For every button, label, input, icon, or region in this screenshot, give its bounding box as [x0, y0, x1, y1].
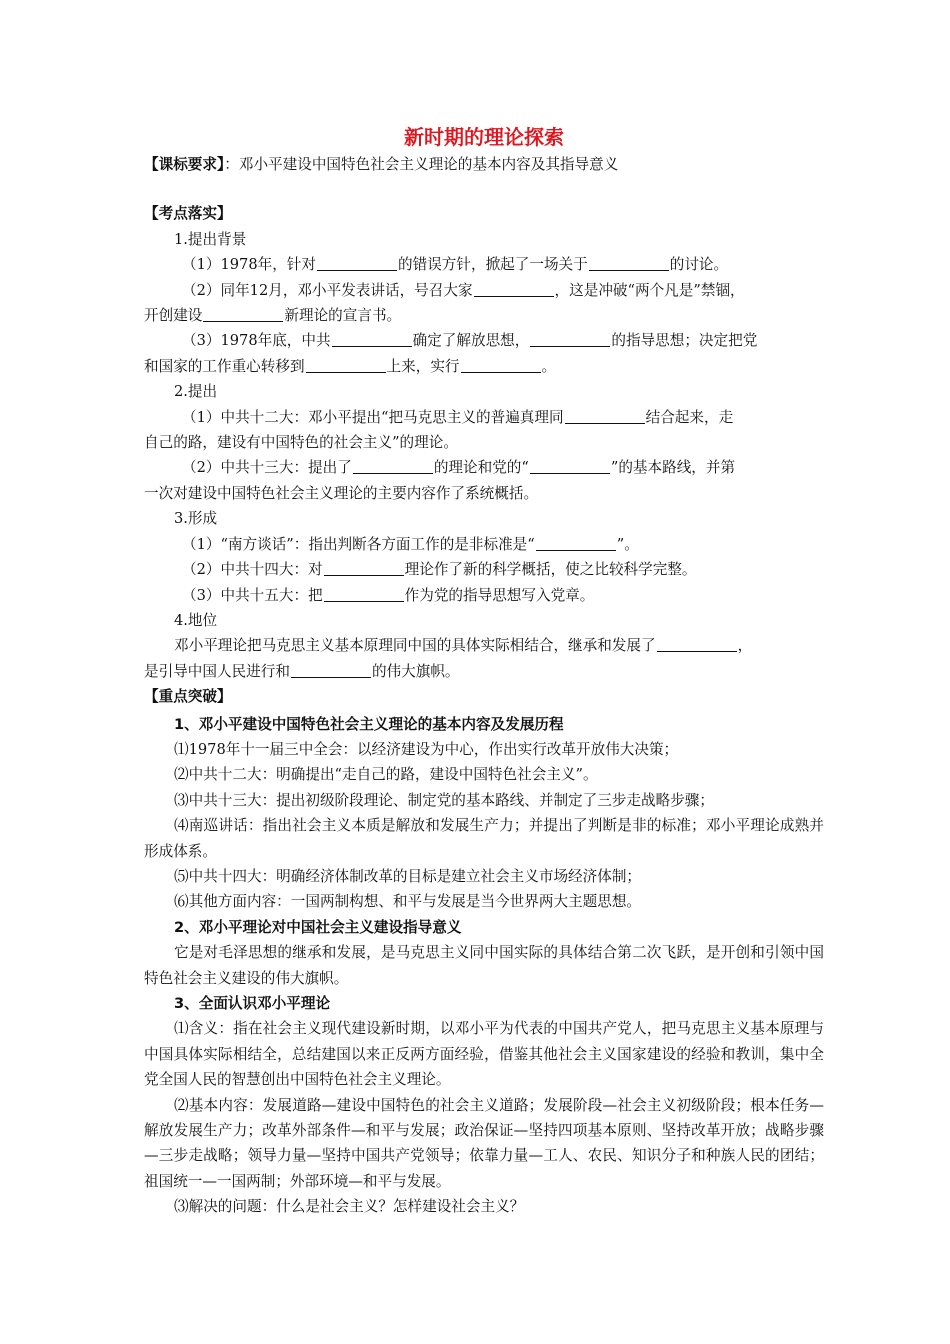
s1-item3: （3）1978年底，中共 确定了解放思想， 的指导思想；决定把党 [182, 332, 758, 350]
s3-item1: （1）“南方谈话”：指出判断各方面工作的是非标准是“ ”。 [182, 535, 639, 553]
fill-blank[interactable] [353, 459, 433, 474]
zhongdian-heading: 【重点突破】 [144, 688, 232, 706]
section-heading-2: 2、邓小平理论对中国社会主义建设指导意义 [174, 918, 462, 936]
s1-item3-cont: 和国家的工作重心转移到 上来，实行 。 [144, 357, 557, 375]
s2-item2: （2）中共十三大：提出了 的理论和党的“ ”的基本路线，并第 [182, 459, 736, 477]
s3-item3: （3）中共十五大：把 作为党的指导思想写入党章。 [182, 586, 595, 604]
s2-item2-cont: 一次对建设中国特色社会主义理论的主要内容作了系统概括。 [144, 484, 539, 502]
s1-title: 1.提出背景 [174, 230, 247, 248]
fill-blank[interactable] [203, 307, 283, 322]
kaodian-heading: 【考点落实】 [144, 205, 232, 223]
requirement-label: 【课标要求】 [144, 156, 225, 173]
s2-item1-cont: 自己的路，建设有中国特色的社会主义”的理论。 [144, 434, 458, 452]
section-heading-3: 3、全面认识邓小平理论 [174, 995, 331, 1012]
fill-blank[interactable] [332, 332, 412, 347]
requirement-line [144, 152, 824, 177]
fill-blank[interactable] [291, 663, 371, 678]
fill-blank[interactable] [530, 459, 610, 474]
point-6: ⑹其他方面内容：一国两制构想、和平与发展是当今世界两大主题思想。 [174, 893, 642, 911]
point-3: ⑶中共十三大：提出初级阶段理论、制定党的基本路线、并制定了三步走战略步骤； [174, 791, 714, 809]
significance-paragraph: 它是对毛泽思想的继承和发展，是马克思主义同中国实际的具体结合第二次飞跃，是开创和引领中国特色社会主义建设的伟大旗帜。 [144, 944, 824, 987]
point-5: ⑸中共十四大：明确经济体制改革的目标是建立社会主义市场经济体制； [174, 867, 642, 885]
content-paragraph: ⑵基本内容：发展道路—建设中国特色的社会主义道路；发展阶段—社会主义初级阶段；根本任务—解放发展生产力；改革外部条件—和平与发展；政治保证—坚持四项基本原则、坚持改革开放；战略步骤—三步走战略；领导力量—坚持中国共产党领导；依靠力量—工人、农民、知识分子和种族人民的团结；祖国统一—一国两制；外部环境—和平与发展。 [144, 1096, 824, 1190]
fill-blank[interactable] [324, 587, 404, 602]
fill-blank[interactable] [461, 358, 541, 373]
s3-item2: （2）中共十四大：对 理论作了新的科学概括，使之比较科学完整。 [182, 561, 697, 579]
s2-title: 2.提出 [174, 383, 218, 401]
fill-blank[interactable] [565, 409, 645, 424]
fill-blank[interactable] [306, 358, 386, 373]
point-2: ⑵中共十二大：明确提出“走自己的路，建设中国特色社会主义”。 [174, 766, 598, 784]
fill-blank[interactable] [317, 256, 397, 271]
point-1: ⑴1978年十一届三中全会：以经济建设为中心，作出实行改革开放伟大决策； [174, 740, 679, 758]
s4-text: 邓小平理论把马克思主义基本原理同中国的具体实际相结合，继承和发展了 ， [174, 637, 753, 655]
section-heading-1: 1、邓小平建设中国特色社会主义理论的基本内容及发展历程 [174, 715, 564, 733]
fill-blank[interactable] [530, 332, 610, 347]
s3-title: 3.形成 [174, 510, 218, 528]
s4-text-cont: 是引导中国人民进行和 的伟大旗帜。 [144, 662, 460, 680]
fill-blank[interactable] [589, 256, 669, 271]
s1-item1: （1）1978年，针对 的错误方针，掀起了一场关于 的讨论。 [182, 256, 729, 274]
requirement-text: ：邓小平建设中国特色社会主义理论的基本内容及其指导意义 [224, 156, 619, 173]
page-title: 新时期的理论探索 [404, 125, 564, 149]
s4-title: 4.地位 [174, 611, 218, 629]
fill-blank[interactable] [657, 637, 737, 652]
s2-item1: （1）中共十二大：邓小平提出“把马克思主义的普遍真理同 结合起来，走 [182, 408, 734, 426]
s1-item2-cont: 开创建设 新理论的宣言书。 [144, 307, 402, 325]
definition-paragraph: ⑴含义：指在社会主义现代建设新时期，以邓小平为代表的中国共产党人，把马克思主义基本原理与中国具体实际相结全，总结建国以来正反两方面经验，借鉴其他社会主义国家建设的经验和教训，集中全党全国人民的智慧创出中国特色社会主义理论。 [144, 1020, 824, 1089]
s1-item2: （2）同年12月，邓小平发表讲话，号召大家 ，这是冲破“两个凡是”禁锢， [182, 281, 745, 299]
fill-blank[interactable] [474, 282, 554, 297]
question-paragraph: ⑶解决的问题：什么是社会主义？怎样建设社会主义？ [174, 1198, 525, 1216]
fill-blank[interactable] [324, 561, 404, 576]
point-4: ⑷南巡讲话：指出社会主义本质是解放和发展生产力；并提出了判断是非的标准；邓小平理论成熟并形成体系。 [144, 817, 824, 860]
document-page [144, 122, 824, 1220]
fill-blank[interactable] [536, 536, 616, 551]
